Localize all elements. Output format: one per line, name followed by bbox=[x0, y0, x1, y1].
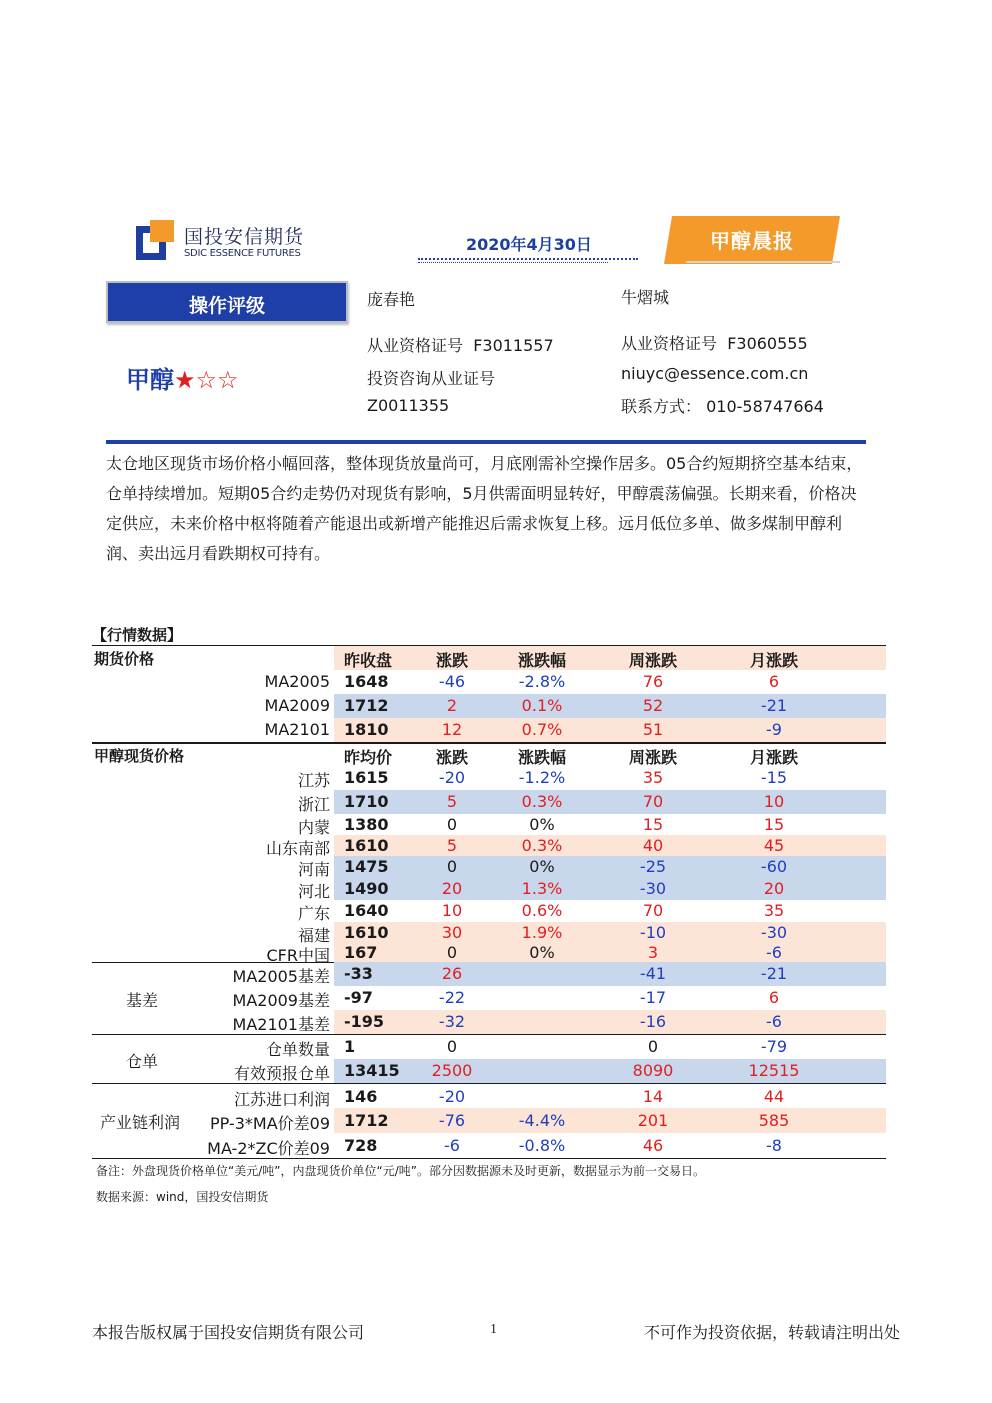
row-week-change: -17 bbox=[639, 988, 667, 1007]
row-change: 30 bbox=[441, 923, 463, 942]
row-change-pct: 0% bbox=[529, 815, 555, 834]
row-change-pct: -0.8% bbox=[518, 1136, 566, 1155]
row-week-change: -30 bbox=[639, 879, 667, 898]
row-month-change: 20 bbox=[763, 879, 785, 898]
row-month-change: 45 bbox=[763, 836, 785, 855]
row-value: 1475 bbox=[344, 857, 389, 876]
col-header-value: 昨均价 bbox=[344, 748, 393, 767]
footer-copyright: 本报告版权属于国投安信期货有限公司 bbox=[92, 1323, 365, 1342]
col-header-month: 月涨跌 bbox=[749, 748, 798, 767]
row-change-pct: 1.9% bbox=[521, 923, 563, 942]
data-source: 数据来源：wind，国投安信期货 bbox=[96, 1190, 269, 1204]
row-change-pct: 0% bbox=[529, 943, 555, 962]
row-week-change: 70 bbox=[642, 792, 664, 811]
row-name: 河北 bbox=[297, 882, 330, 901]
table-rule bbox=[92, 742, 886, 744]
row-name: 江苏 bbox=[297, 771, 330, 790]
date-underline bbox=[418, 258, 638, 260]
col-header-change-pct: 涨跌幅 bbox=[517, 748, 566, 767]
report-title-badge bbox=[664, 216, 840, 264]
analyst-2-phone-label: 联系方式： bbox=[621, 397, 702, 416]
row-month-change: -15 bbox=[760, 768, 788, 787]
row-change: -20 bbox=[438, 768, 466, 787]
row-month-change: 15 bbox=[763, 815, 785, 834]
row-change: 2 bbox=[446, 696, 458, 715]
row-change-pct: 0.6% bbox=[521, 901, 563, 920]
row-name: MA2101 bbox=[264, 720, 330, 739]
row-week-change: 8090 bbox=[632, 1061, 674, 1080]
logo-text-cn: 国投安信期货 bbox=[184, 226, 305, 248]
spot-section-label: 甲醇现货价格 bbox=[94, 747, 185, 765]
analyst-2-email[interactable]: niuyc@essence.com.cn bbox=[621, 364, 809, 383]
row-name: 福建 bbox=[297, 926, 330, 945]
row-value: 1640 bbox=[344, 901, 389, 920]
row-change-pct: 0.7% bbox=[521, 720, 563, 739]
row-change: -46 bbox=[438, 672, 466, 691]
row-month-change: -60 bbox=[760, 857, 788, 876]
table-rule bbox=[92, 1034, 886, 1035]
analyst-2-name: 牛熠城 bbox=[621, 288, 670, 307]
logo-mark-icon bbox=[136, 218, 176, 264]
row-name: MA-2*ZC价差09 bbox=[207, 1139, 330, 1158]
row-change-pct: -1.2% bbox=[518, 768, 566, 787]
market-summary: 太仓地区现货市场价格小幅回落，整体现货放量尚可，月底刚需补空操作居多。05合约短期挤空基本结束，仓单持续增加。短期05合约走势仍对现货有影响，5月供需面明显转好，甲醇震荡偏强。长期来看，价格决定供应，未来价格中枢将随着产能退出或新增产能推迟后需求恢复上移。远月低位多单、做多煤制甲醇利润、卖出远月看跌期权可持有。 bbox=[106, 454, 863, 563]
row-name: 仓单数量 bbox=[265, 1040, 330, 1059]
row-month-change: -79 bbox=[760, 1037, 788, 1056]
col-header-change-pct: 涨跌幅 bbox=[517, 651, 566, 670]
row-week-change: 201 bbox=[637, 1111, 669, 1130]
profit-group-label: 产业链利润 bbox=[100, 1113, 181, 1132]
row-change: -6 bbox=[444, 1136, 460, 1155]
row-month-change: 12515 bbox=[748, 1061, 800, 1080]
row-value: 1490 bbox=[344, 879, 389, 898]
row-value: -33 bbox=[344, 964, 373, 983]
row-month-change: 10 bbox=[763, 792, 785, 811]
row-value: 1610 bbox=[344, 836, 389, 855]
row-value: 1712 bbox=[344, 696, 389, 715]
row-value: 1810 bbox=[344, 720, 389, 739]
row-change: 0 bbox=[446, 815, 458, 834]
row-week-change: 46 bbox=[642, 1136, 664, 1155]
row-week-change: -41 bbox=[639, 964, 667, 983]
row-value: -97 bbox=[344, 988, 373, 1007]
row-week-change: -16 bbox=[639, 1012, 667, 1031]
row-month-change: 6 bbox=[768, 988, 780, 1007]
rating-product: 甲醇 bbox=[126, 366, 174, 394]
row-change: 20 bbox=[441, 879, 463, 898]
row-change: 0 bbox=[446, 943, 458, 962]
row-value: 146 bbox=[344, 1087, 378, 1106]
row-change: -32 bbox=[438, 1012, 466, 1031]
row-change: 5 bbox=[446, 792, 458, 811]
row-week-change: 51 bbox=[642, 720, 664, 739]
row-week-change: 15 bbox=[642, 815, 664, 834]
footer-disclaimer: 不可作为投资依据，转载请注明出处 bbox=[643, 1323, 900, 1342]
futures-section-label: 期货价格 bbox=[94, 650, 155, 668]
row-month-change: 6 bbox=[768, 672, 780, 691]
row-name: CFR中国 bbox=[266, 946, 330, 965]
report-title: 甲醇晨报 bbox=[710, 229, 794, 253]
row-change-pct: 0.3% bbox=[521, 836, 563, 855]
row-change: 12 bbox=[441, 720, 463, 739]
row-value: 167 bbox=[344, 943, 378, 962]
row-value: 1 bbox=[344, 1037, 356, 1056]
table-rule bbox=[92, 1158, 886, 1159]
product-rating bbox=[126, 360, 239, 395]
row-week-change: 70 bbox=[642, 901, 664, 920]
row-week-change: 40 bbox=[642, 836, 664, 855]
row-month-change: -21 bbox=[760, 964, 788, 983]
row-value: 1615 bbox=[344, 768, 389, 787]
row-name: MA2009基差 bbox=[232, 991, 330, 1010]
analyst-1-cert-no: F3011557 bbox=[473, 336, 554, 355]
row-month-change: -6 bbox=[766, 1012, 782, 1031]
row-change: 2500 bbox=[431, 1061, 473, 1080]
col-header-week: 周涨跌 bbox=[628, 748, 677, 767]
analyst-2-cert bbox=[621, 331, 808, 354]
row-name: 有效预报仓单 bbox=[233, 1064, 330, 1083]
row-month-change: -21 bbox=[760, 696, 788, 715]
analyst-1-name: 庞春艳 bbox=[367, 290, 416, 309]
table-rule bbox=[92, 1083, 886, 1084]
analyst-2-cert-no: F3060555 bbox=[727, 334, 808, 353]
col-header-week: 周涨跌 bbox=[628, 651, 677, 670]
analyst-1-consult-label: 投资咨询从业证号 bbox=[367, 369, 496, 388]
row-name: 河南 bbox=[297, 860, 330, 879]
row-change: 0 bbox=[446, 1037, 458, 1056]
row-change-pct: 0.1% bbox=[521, 696, 563, 715]
col-header-value: 昨收盘 bbox=[344, 651, 393, 670]
row-name: MA2101基差 bbox=[232, 1015, 330, 1034]
row-name: 广东 bbox=[297, 904, 330, 923]
row-month-change: -6 bbox=[766, 943, 782, 962]
table-title: 【行情数据】 bbox=[92, 626, 183, 644]
rating-box: 操作评级 bbox=[106, 281, 348, 323]
logo-text-en: SDIC ESSENCE FUTURES bbox=[184, 248, 301, 259]
row-week-change: 14 bbox=[642, 1087, 664, 1106]
row-name: MA2005基差 bbox=[232, 967, 330, 986]
row-week-change: -10 bbox=[639, 923, 667, 942]
row-month-change: 585 bbox=[758, 1111, 790, 1130]
row-change-pct: -2.8% bbox=[518, 672, 566, 691]
date-underline-2 bbox=[418, 262, 608, 263]
row-change-pct: 0% bbox=[529, 857, 555, 876]
row-name: PP-3*MA价差09 bbox=[209, 1114, 330, 1133]
row-name: MA2009 bbox=[264, 696, 330, 715]
row-change: -76 bbox=[438, 1111, 466, 1130]
report-date: 2020年4月30日 bbox=[466, 235, 592, 254]
row-value: 1710 bbox=[344, 792, 389, 811]
page-number: 1 bbox=[490, 1322, 497, 1337]
analyst-1-cert bbox=[367, 333, 554, 356]
row-week-change: 35 bbox=[642, 768, 664, 787]
row-change: 0 bbox=[446, 857, 458, 876]
row-change-pct: -4.4% bbox=[518, 1111, 566, 1130]
row-month-change: 44 bbox=[763, 1087, 785, 1106]
row-change-pct: 1.3% bbox=[521, 879, 563, 898]
analyst-1-cert-label: 从业资格证号 bbox=[367, 336, 464, 355]
row-change-pct: 0.3% bbox=[521, 792, 563, 811]
row-change: 5 bbox=[446, 836, 458, 855]
row-week-change: 3 bbox=[647, 943, 659, 962]
row-value: 1380 bbox=[344, 815, 389, 834]
basis-group-label: 基差 bbox=[126, 991, 159, 1010]
row-value: 1610 bbox=[344, 923, 389, 942]
row-week-change: -25 bbox=[639, 857, 667, 876]
col-header-change: 涨跌 bbox=[435, 651, 468, 670]
row-value: 728 bbox=[344, 1136, 378, 1155]
row-name: 内蒙 bbox=[297, 818, 330, 837]
row-week-change: 52 bbox=[642, 696, 664, 715]
analyst-2-cert-label: 从业资格证号 bbox=[621, 334, 718, 353]
row-month-change: -30 bbox=[760, 923, 788, 942]
row-week-change: 76 bbox=[642, 672, 664, 691]
row-name: 江苏进口利润 bbox=[233, 1090, 330, 1109]
row-month-change: -8 bbox=[766, 1136, 782, 1155]
analyst-2-phone-no: 010-58747664 bbox=[706, 397, 824, 416]
row-change: 10 bbox=[441, 901, 463, 920]
row-value: 13415 bbox=[344, 1061, 400, 1080]
col-header-month: 月涨跌 bbox=[749, 651, 798, 670]
warrant-group-label: 仓单 bbox=[126, 1052, 159, 1071]
table-note: 备注：外盘现货价格单位“美元/吨”，内盘现货价单位“元/吨”。部分因数据源未及时更新，数据显示为前一交易日。 bbox=[96, 1164, 705, 1178]
row-name: 山东南部 bbox=[265, 839, 330, 858]
row-name: MA2005 bbox=[264, 672, 330, 691]
row-month-change: -9 bbox=[766, 720, 782, 739]
row-week-change: 0 bbox=[647, 1037, 659, 1056]
company-logo bbox=[136, 218, 306, 268]
row-name: 浙江 bbox=[297, 795, 330, 814]
col-header-change: 涨跌 bbox=[435, 748, 468, 767]
analyst-1-consult-no: Z0011355 bbox=[367, 396, 450, 415]
row-month-change: 35 bbox=[763, 901, 785, 920]
rating-stars-icon: ★☆☆ bbox=[174, 366, 239, 394]
section-divider bbox=[106, 440, 866, 444]
row-value: -195 bbox=[344, 1012, 385, 1031]
row-change: -22 bbox=[438, 988, 466, 1007]
row-change: -20 bbox=[438, 1087, 466, 1106]
row-change: 26 bbox=[441, 964, 463, 983]
analyst-2-phone bbox=[621, 394, 824, 417]
row-value: 1712 bbox=[344, 1111, 389, 1130]
row-value: 1648 bbox=[344, 672, 389, 691]
